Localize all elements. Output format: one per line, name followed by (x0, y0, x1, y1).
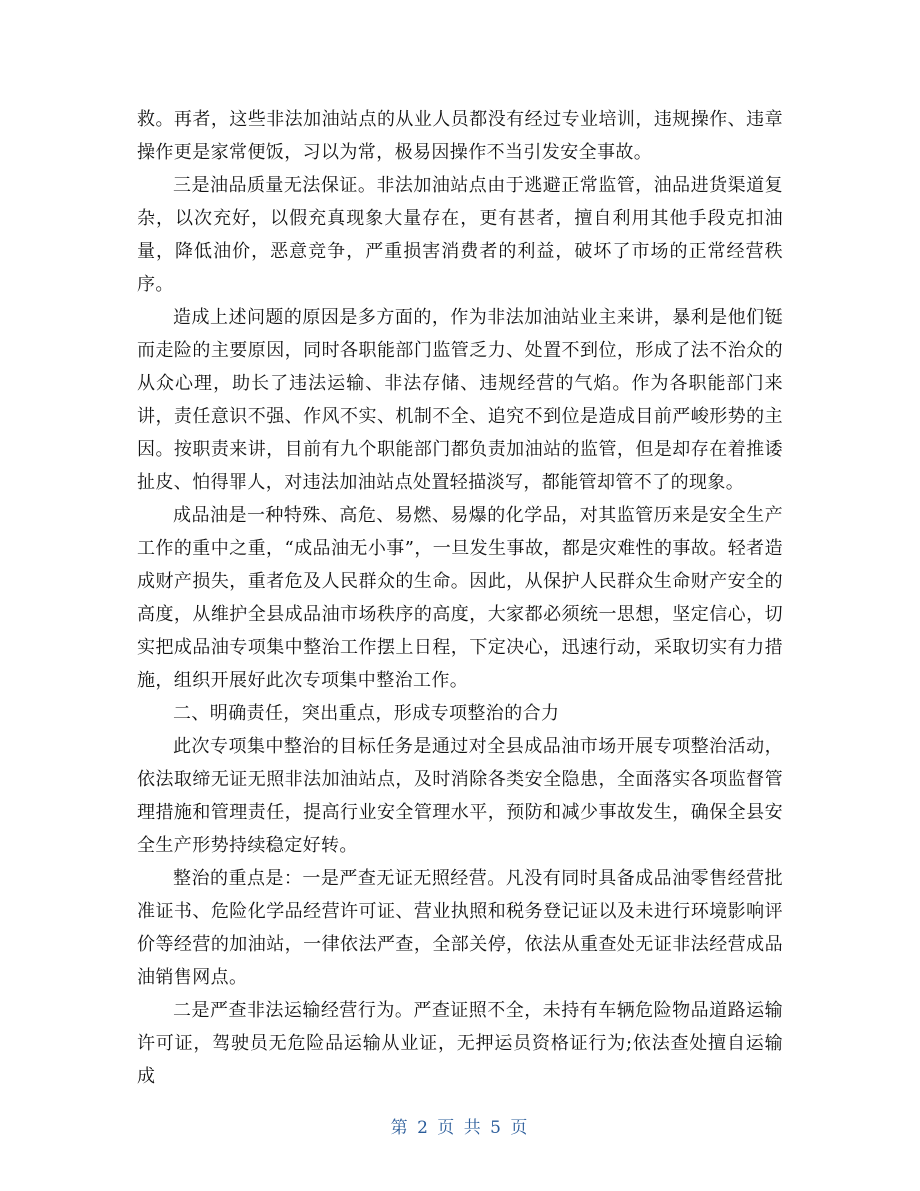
paragraph-objectives: 此次专项集中整治的目标任务是通过对全县成品油市场开展专项整治活动，依法取缔无证无照非法加油站点，及时消除各类安全隐患，全面落实各项监督管理措施和管理责任，提高行业安全管理水平，预防和减少事故发生，确保全县安全生产形势持续稳定好转。 (137, 736, 783, 856)
paragraph-continuation: 救。再者，这些非法加油站点的从业人员都没有经过专业培训，违规操作、违章操作更是家常便饭，习以为常，极易因操作不当引发安全事故。 (137, 109, 783, 163)
paragraph-oil-quality: 三是油品质量无法保证。非法加油站点由于逃避正常监管，油品进货渠道复杂，以次充好，以假充真现象大量存在，更有甚者，擅自利用其他手段克扣油量，降低油价，恶意竞争，严重损害消费者的利益，破坏了市场的正常经营秩序。 (137, 175, 783, 295)
paragraph-importance: 成品油是一种特殊、高危、易燃、易爆的化学品，对其监管历来是安全生产工作的重中之重，“成品油无小事”，一旦发生事故，都是灾难性的事故。轻者造成财产损失，重者危及人民群众的生命。因此，从保护人民群众生命财产安全的高度，从维护全县成品油市场秩序的高度，大家都必须统一思想，坚定信心，切实把成品油专项集中整治工作摆上日程，下定决心，迅速行动，采取切实有力措施，组织开展好此次专项集中整治工作。 (137, 505, 783, 691)
document-body (137, 103, 783, 1093)
page-number-footer: 第 2 页 共 5 页 (390, 1118, 530, 1138)
paragraph-focus-two: 二是严查非法运输经营行为。严查证照不全，未持有车辆危险物品道路运输许可证，驾驶员无危险品运输从业证，无押运员资格证行为;依法查处擅自运输成 (137, 1000, 783, 1087)
section-heading: 二、明确责任，突出重点，形成专项整治的合力 (173, 703, 560, 724)
paragraph-causes: 造成上述问题的原因是多方面的，作为非法加油站业主来讲，暴利是他们铤而走险的主要原因，同时各职能部门监管乏力、处置不到位，形成了法不治众的从众心理，助长了违法运输、非法存储、违规经营的气焰。作为各职能部门来讲，责任意识不强、作风不实、机制不全、追究不到位是造成目前严峻形势的主因。按职责来讲，目前有九个职能部门都负责加油站的监管，但是却存在着推诿扯皮、怕得罪人，对违法加油站点处置轻描淡写，都能管却管不了的现象。 (137, 307, 783, 493)
paragraph-focus-one: 整治的重点是：一是严查无证无照经营。凡没有同时具备成品油零售经营批准证书、危险化学品经营许可证、营业执照和税务登记证以及未进行环境影响评价等经营的加油站，一律依法严查，全部关停，依法从重查处无证非法经营成品油销售网点。 (137, 868, 783, 988)
